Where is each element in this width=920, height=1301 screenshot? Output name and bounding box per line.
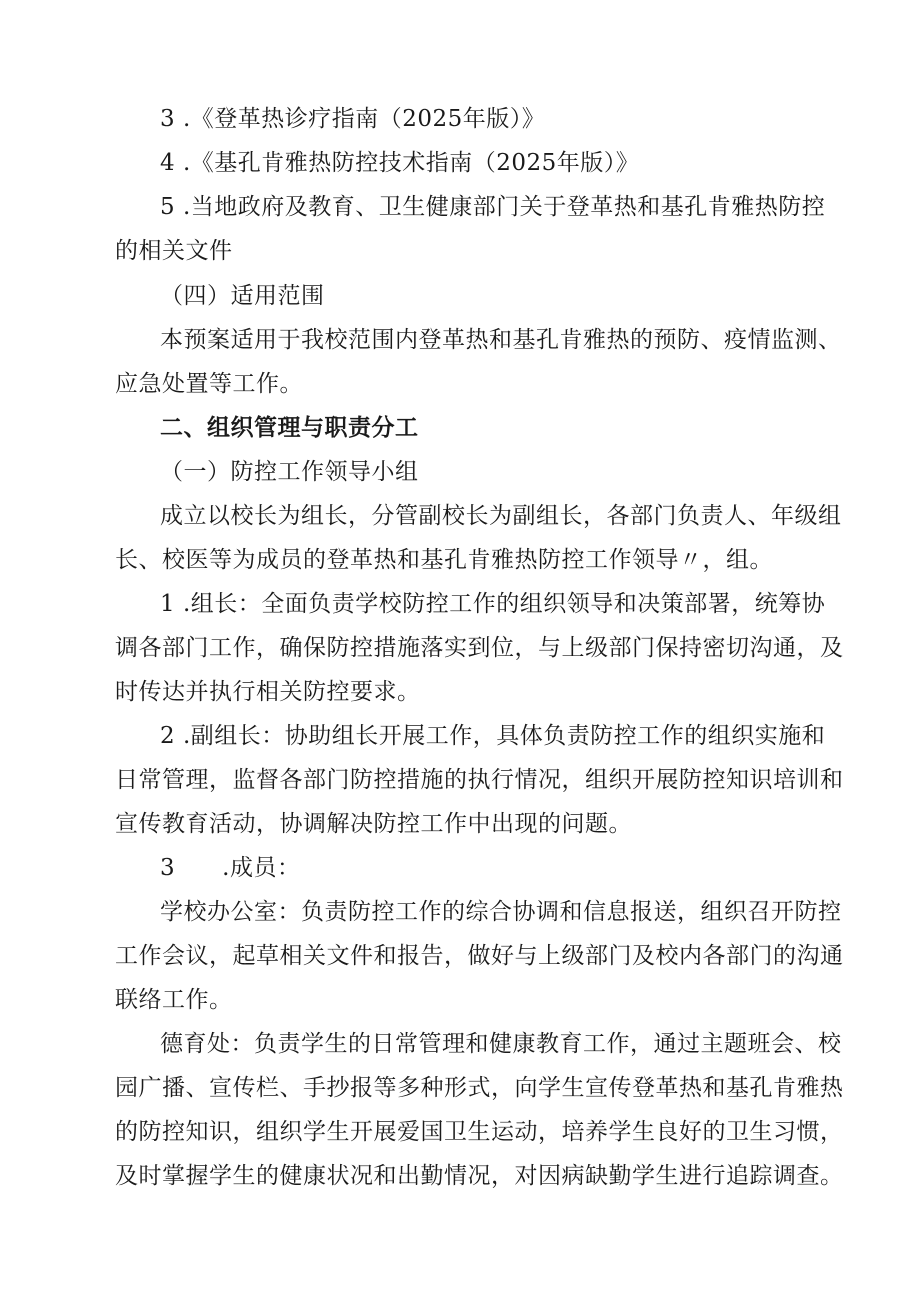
item-group-leader-line2: 调各部门工作，确保防控措施落实到位，与上级部门保持密切沟通，及 [115, 635, 844, 661]
reference-item-3: 3 .《登革热诊疗指南（2025年版）》 [160, 106, 546, 132]
reference-item-5-continued: 的相关文件 [115, 238, 233, 264]
item-deputy-leader-line2: 日常管理，监督各部门防控措施的执行情况，组织开展防控知识培训和 [115, 767, 844, 793]
section-heading-leadership-group: （一）防控工作领导小组 [160, 459, 419, 485]
paragraph-moral-education-line4: 及时掌握学生的健康状况和出勤情况，对因病缺勤学生进行追踪调查。 [115, 1163, 844, 1189]
paragraph-leadership-continued: 长、校医等为成员的登革热和基孔肯雅热防控工作领导〃，组。 [115, 547, 773, 573]
paragraph-school-office-line3: 联络工作。 [115, 987, 233, 1013]
paragraph-scope-continued: 应急处置等工作。 [115, 371, 303, 397]
paragraph-scope: 本预案适用于我校范围内登革热和基孔肯雅热的预防、疫情监测、 [160, 327, 842, 353]
paragraph-moral-education-line3: 的防控知识，组织学生开展爱国卫生运动，培养学生良好的卫生习惯， [115, 1119, 844, 1145]
paragraph-leadership: 成立以校长为组长，分管副校长为副组长，各部门负责人、年级组 [160, 503, 842, 529]
item-deputy-leader: 2 .副组长：协助组长开展工作，具体负责防控工作的组织实施和 [160, 723, 826, 749]
item-deputy-leader-line3: 宣传教育活动，协调解决防控工作中出现的问题。 [115, 811, 632, 837]
reference-item-4: 4 .《基孔肯雅热防控技术指南（2025年版）》 [160, 150, 640, 176]
item-group-leader: 1 .组长：全面负责学校防控工作的组织领导和决策部署，统筹协 [160, 591, 826, 617]
section-heading-scope: （四）适用范围 [160, 283, 325, 309]
item-members: 3 .成员： [160, 855, 301, 881]
paragraph-school-office-line2: 工作会议，起草相关文件和报告，做好与上级部门及校内各部门的沟通 [115, 943, 844, 969]
paragraph-moral-education-line2: 园广播、宣传栏、手抄报等多种形式，向学生宣传登革热和基孔肯雅热 [115, 1075, 844, 1101]
chapter-heading-organization: 二、组织管理与职责分工 [160, 415, 419, 441]
paragraph-school-office: 学校办公室：负责防控工作的综合协调和信息报送，组织召开防控 [160, 899, 842, 925]
paragraph-moral-education: 德育处：负责学生的日常管理和健康教育工作，通过主题班会、校 [160, 1031, 842, 1057]
item-group-leader-line3: 时传达并执行相关防控要求。 [115, 679, 421, 705]
reference-item-5: 5 .当地政府及教育、卫生健康部门关于登革热和基孔肯雅热防控 [160, 194, 826, 220]
